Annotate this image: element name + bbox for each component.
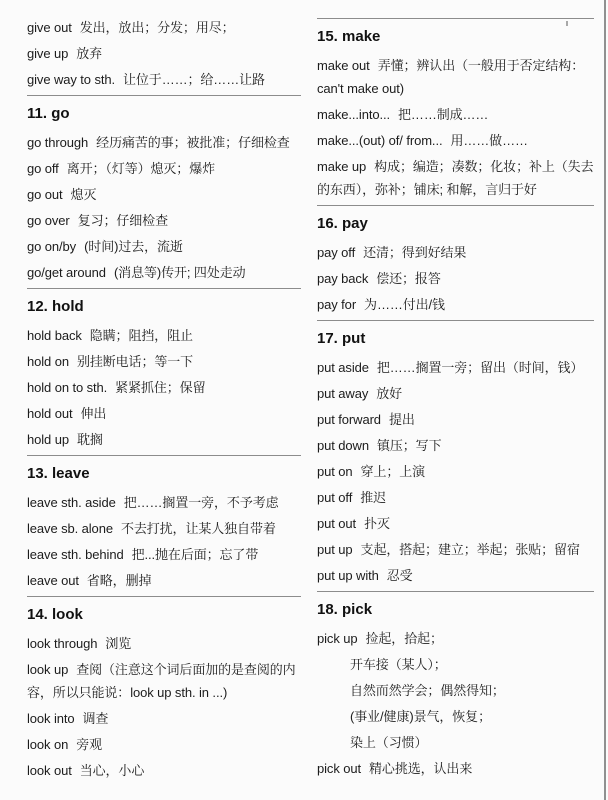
meaning-text: 别挂断电话；等一下 (76, 354, 194, 369)
entry-row (27, 157, 301, 180)
entry-row (317, 241, 594, 264)
phrase-text: pay for (317, 297, 357, 312)
phrase-text: put off (317, 490, 353, 505)
meaning-text: 放好 (376, 386, 403, 401)
meaning-text: 放弃 (76, 46, 103, 61)
section-heading: 18. pick (317, 591, 594, 621)
meaning-text: 伸出 (80, 406, 107, 421)
meaning-continuation: (事业/健康)景气，恢复； (350, 709, 491, 724)
meaning-text: 忍受 (386, 568, 413, 583)
entry-row (27, 632, 301, 655)
entry-row (317, 155, 594, 201)
entry-row (27, 235, 301, 258)
phrase-text: go out (27, 187, 63, 202)
meaning-text: 把……搁置一旁；留出（时间，钱） (376, 360, 584, 375)
phrase-text: go on/by (27, 239, 77, 254)
entry-row (27, 209, 301, 232)
entry-row (27, 517, 301, 540)
meaning-continuation: 染上（习惯） (350, 735, 428, 750)
section-heading: 14. look (27, 596, 301, 626)
meaning-text: 为……付出/钱 (364, 297, 445, 312)
entry-row (317, 757, 594, 780)
meaning-text: 把……搁置一旁，不予考虑 (123, 495, 279, 510)
entry-row (317, 564, 594, 587)
entry-row (27, 131, 301, 154)
phrase-text: hold back (27, 328, 82, 343)
meaning-text: 用……做…… (450, 133, 528, 148)
section-heading: 17. put (317, 320, 594, 350)
section-heading: 12. hold (27, 288, 301, 318)
meaning-text: 捡起，拾起； (365, 631, 443, 646)
phrase-text: go off (27, 161, 59, 176)
entry-row (27, 402, 301, 425)
entry-row (317, 54, 594, 100)
right-column (303, 0, 608, 800)
meaning-text: 穿上；上演 (360, 464, 426, 479)
entry-row (317, 486, 594, 509)
phrase-text: look out (27, 763, 72, 778)
meaning-text: 还清；得到好结果 (363, 245, 467, 260)
entry-row (27, 569, 301, 592)
meaning-text: 偿还；报答 (376, 271, 441, 286)
entry-row (317, 129, 594, 152)
meaning-text: 让位于……；给……让路 (123, 72, 265, 87)
phrase-text: look up (27, 662, 69, 677)
meaning-text: (消息等)传开; 四处走动 (113, 265, 246, 280)
left-column (0, 0, 303, 800)
meaning-text: 熄灭 (70, 187, 97, 202)
entry-row (317, 512, 594, 535)
entry-row (317, 434, 594, 457)
phrase-text: make...(out) of/ from... (317, 133, 443, 148)
phrase-text: leave sb. alone (27, 521, 113, 536)
section-heading: 16. pay (317, 205, 594, 235)
meaning-text: 浏览 (105, 636, 132, 651)
section-heading: 15. make (317, 18, 594, 48)
phrase-text: go through (27, 135, 89, 150)
entry-row (27, 428, 301, 451)
phrase-text: put up (317, 542, 353, 557)
entry-row (27, 759, 301, 782)
entry-row (27, 42, 301, 65)
section-heading: 13. leave (27, 455, 301, 485)
page-edge-line (604, 0, 606, 800)
phrase-text: look through (27, 636, 98, 651)
entry-row (27, 658, 301, 704)
meaning-text: 隐瞒；阻挡，阻止 (89, 328, 193, 343)
phrase-text: make...into... (317, 107, 391, 122)
entry-row (27, 491, 301, 514)
phrase-text: make up (317, 159, 367, 174)
meaning-text: 精心挑选，认出来 (369, 761, 473, 776)
entry-row (27, 543, 301, 566)
phrase-text: put away (317, 386, 369, 401)
meaning-text: 弄懂；辨认出（一般用于否定结构：can't make out) (317, 58, 585, 96)
phrase-text: hold on (27, 354, 69, 369)
phrase-text: put forward (317, 412, 381, 427)
meaning-text: 旁观 (76, 737, 103, 752)
phrase-text: go/get around (27, 265, 106, 280)
meaning-text: 紧紧抓住；保留 (115, 380, 206, 395)
entry-row (27, 324, 301, 347)
meaning-text: 离开；（灯等）熄灭；爆炸 (66, 161, 216, 176)
phrase-text: put out (317, 516, 357, 531)
meaning-text: 提出 (388, 412, 415, 427)
meaning-text: 经历痛苦的事；被批准；仔细检查 (96, 135, 290, 150)
meaning-continuation: 自然而然学会；偶然得知； (350, 683, 505, 698)
meaning-text: 扑灭 (364, 516, 390, 531)
phrase-text: pick up (317, 631, 358, 646)
phrase-text: give up (27, 46, 69, 61)
entry-row (317, 382, 594, 405)
entry-row (317, 538, 594, 561)
entry-row (27, 376, 301, 399)
meaning-text: 省略，删掉 (86, 573, 152, 588)
meaning-text: 把……制成…… (398, 107, 489, 122)
phrase-text: pick out (317, 761, 362, 776)
entry-row (27, 733, 301, 756)
meaning-text: 支起，搭起；建立；举起；张贴；留宿 (360, 542, 580, 557)
meaning-text: 发出，放出；分发；用尽； (79, 20, 235, 35)
entry-row (317, 460, 594, 483)
phrase-text: hold on to sth. (27, 380, 108, 395)
phrase-text: make out (317, 58, 370, 73)
entry-row (317, 293, 594, 316)
entry-row (317, 103, 594, 126)
phrase-text: give out (27, 20, 72, 35)
phrase-text: hold out (27, 406, 73, 421)
meaning-text: 调查 (82, 711, 109, 726)
meaning-text: 复习；仔细检查 (77, 213, 168, 228)
phrase-text: pay off (317, 245, 356, 260)
entry-row (317, 267, 594, 290)
phrase-text: put up with (317, 568, 379, 583)
entry-row (27, 261, 301, 284)
entry-row (317, 408, 594, 431)
section-heading: 11. go (27, 95, 301, 125)
phrase-text: give way to sth. (27, 72, 115, 87)
phrase-text: go over (27, 213, 70, 228)
meaning-continuation: 开车接（某人）； (350, 657, 447, 672)
entry-row (27, 350, 301, 373)
phrase-text: pay back (317, 271, 369, 286)
phrase-text: leave sth. aside (27, 495, 116, 510)
meaning-text: 构成；编造；凑数；化妆；补上（失去的东西），弥补；铺床; 和解，言归于好 (317, 159, 594, 197)
entry-row (317, 627, 594, 650)
phrase-text: look on (27, 737, 69, 752)
meaning-text: 镇压；写下 (376, 438, 442, 453)
meaning-text: 耽搁 (76, 432, 103, 447)
phrase-text: put down (317, 438, 369, 453)
entry-row (27, 16, 301, 39)
entry-row (27, 183, 301, 206)
entry-row (27, 707, 301, 730)
phrase-text: put on (317, 464, 353, 479)
meaning-text: 推迟 (360, 490, 387, 505)
entry-row (317, 356, 594, 379)
meaning-text: 查阅（注意这个词后面加的是查阅的内容，所以只能说：look up sth. in ...) (27, 662, 296, 700)
phrase-text: leave sth. behind (27, 547, 124, 562)
divider-corner-tick (566, 21, 568, 26)
meaning-text: 当心，小心 (79, 763, 145, 778)
phrase-text: put aside (317, 360, 369, 375)
meaning-text: 不去打扰，让某人独自带着 (120, 521, 276, 536)
meaning-text: (时间)过去，流逝 (84, 239, 183, 254)
phrase-text: look into (27, 711, 75, 726)
entry-row (27, 68, 301, 91)
phrase-text: leave out (27, 573, 79, 588)
phrase-text: hold up (27, 432, 69, 447)
meaning-text: 把...抛在后面；忘了带 (131, 547, 259, 562)
